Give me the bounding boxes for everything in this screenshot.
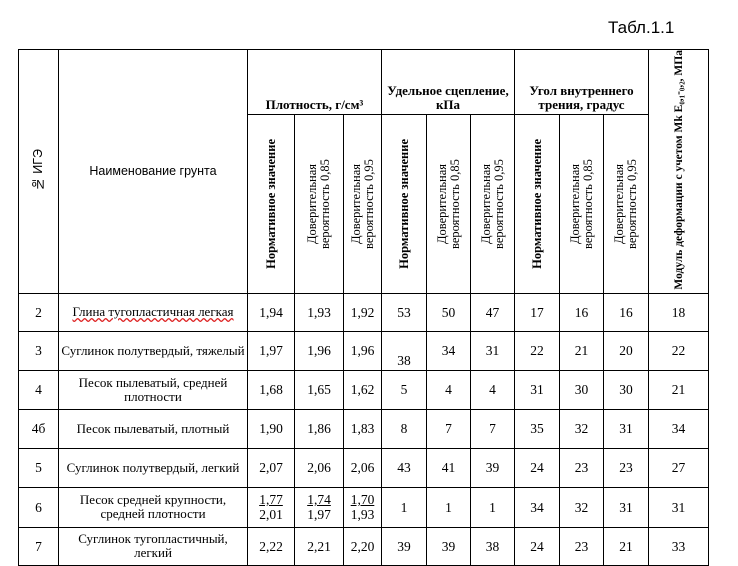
density-conf095-header: Доверительная вероятность 0,95 <box>344 115 382 293</box>
table-row <box>19 487 709 527</box>
cohesion-conf085-header: Доверительная вероятность 0,85 <box>427 115 471 293</box>
density-normative-top: 1,77 <box>259 492 283 508</box>
density-conf085: 2,21 <box>295 527 344 565</box>
cohesion-conf085: 34 <box>427 331 471 370</box>
density-normative: 2,07 <box>248 448 295 487</box>
angle-normative: 22 <box>515 331 560 370</box>
density-conf085: 2,06 <box>295 448 344 487</box>
igeh-number: 2 <box>19 293 59 331</box>
angle-conf085: 30 <box>560 370 604 409</box>
modulus-header: Модуль деформации с учетом Mk E₀,₁-₀,₂, МПа <box>649 50 709 294</box>
soil-properties-table <box>18 49 709 566</box>
cohesion-normative: 39 <box>382 527 427 565</box>
cohesion-conf095: 31 <box>471 331 515 370</box>
table-row <box>19 293 709 331</box>
angle-conf085: 21 <box>560 331 604 370</box>
density-conf085-top: 1,74 <box>307 492 331 508</box>
igeh-number: 4б <box>19 409 59 448</box>
deformation-modulus: 31 <box>649 487 709 527</box>
table-row <box>19 409 709 448</box>
cohesion-conf095: 38 <box>471 527 515 565</box>
density-conf095-top: 1,70 <box>350 492 375 508</box>
deformation-modulus: 33 <box>649 527 709 565</box>
angle-conf085: 32 <box>560 409 604 448</box>
soil-name: Глина тугопластичная легкая <box>59 293 248 331</box>
cohesion-conf085: 7 <box>427 409 471 448</box>
density-conf085 <box>295 487 344 527</box>
density-conf085: 1,86 <box>295 409 344 448</box>
angle-conf095: 21 <box>604 527 649 565</box>
cohesion-conf095: 7 <box>471 409 515 448</box>
igeh-number: 3 <box>19 331 59 370</box>
soil-name: Суглинок полутвердый, легкий <box>59 448 248 487</box>
cohesion-conf095: 39 <box>471 448 515 487</box>
soil-name: Песок средней крупности, средней плотности <box>59 487 248 527</box>
cohesion-conf085: 4 <box>427 370 471 409</box>
density-conf095: 2,20 <box>344 527 382 565</box>
friction-angle-group-header: Угол внутреннего трения, градус <box>515 50 649 115</box>
igeh-number: 4 <box>19 370 59 409</box>
cohesion-conf095-header: Доверительная вероятность 0,95 <box>471 115 515 293</box>
soil-name: Песок пылеватый, плотный <box>59 409 248 448</box>
angle-normative: 24 <box>515 448 560 487</box>
cohesion-conf085: 39 <box>427 527 471 565</box>
density-conf095: 2,06 <box>344 448 382 487</box>
soil-name-header: Наименование грунта <box>59 50 248 294</box>
density-normative: 1,94 <box>248 293 295 331</box>
angle-conf085: 32 <box>560 487 604 527</box>
angle-conf095: 30 <box>604 370 649 409</box>
density-conf085-bottom: 1,97 <box>307 507 331 523</box>
deformation-modulus: 22 <box>649 331 709 370</box>
cohesion-group-header: Удельное сцепление, кПа <box>382 50 515 115</box>
table-row <box>19 370 709 409</box>
angle-normative: 34 <box>515 487 560 527</box>
density-normative <box>248 487 295 527</box>
density-normative-header: Нормативное значение <box>248 115 295 293</box>
cohesion-normative: 1 <box>382 487 427 527</box>
igeh-number: 7 <box>19 527 59 565</box>
cohesion-normative: 43 <box>382 448 427 487</box>
density-normative: 1,90 <box>248 409 295 448</box>
density-conf095-bottom: 1,93 <box>350 507 375 523</box>
density-normative: 1,68 <box>248 370 295 409</box>
density-conf095 <box>344 487 382 527</box>
table-row <box>19 448 709 487</box>
angle-normative: 17 <box>515 293 560 331</box>
angle-conf085: 23 <box>560 448 604 487</box>
angle-normative: 35 <box>515 409 560 448</box>
density-conf085: 1,96 <box>295 331 344 370</box>
angle-normative: 24 <box>515 527 560 565</box>
cohesion-normative: 8 <box>382 409 427 448</box>
cohesion-normative: 5 <box>382 370 427 409</box>
density-conf095: 1,96 <box>344 331 382 370</box>
igeh-number: 5 <box>19 448 59 487</box>
cohesion-conf085: 50 <box>427 293 471 331</box>
cohesion-normative: 53 <box>382 293 427 331</box>
soil-name: Песок пылеватый, средней плотности <box>59 370 248 409</box>
angle-conf085: 16 <box>560 293 604 331</box>
cohesion-normative-header: Нормативное значение <box>382 115 427 293</box>
density-normative-bottom: 2,01 <box>259 507 283 523</box>
deformation-modulus: 18 <box>649 293 709 331</box>
density-conf095: 1,62 <box>344 370 382 409</box>
table-row <box>19 527 709 565</box>
angle-conf095: 31 <box>604 409 649 448</box>
density-normative: 1,97 <box>248 331 295 370</box>
cohesion-conf095: 47 <box>471 293 515 331</box>
cohesion-conf095: 4 <box>471 370 515 409</box>
angle-conf085-header: Доверительная вероятность 0,85 <box>560 115 604 293</box>
igeh-number-header: № ИГЭ <box>19 50 59 294</box>
angle-normative-header: Нормативное значение <box>515 115 560 293</box>
angle-conf095-header: Доверительная вероятность 0,95 <box>604 115 649 293</box>
density-group-header: Плотность, г/см³ <box>248 50 382 115</box>
density-conf095: 1,83 <box>344 409 382 448</box>
angle-normative: 31 <box>515 370 560 409</box>
angle-conf095: 20 <box>604 331 649 370</box>
soil-name: Суглинок тугопластичный, легкий <box>59 527 248 565</box>
angle-conf095: 16 <box>604 293 649 331</box>
angle-conf085: 23 <box>560 527 604 565</box>
density-normative: 2,22 <box>248 527 295 565</box>
deformation-modulus: 27 <box>649 448 709 487</box>
density-conf085: 1,65 <box>295 370 344 409</box>
angle-conf095: 23 <box>604 448 649 487</box>
density-conf085: 1,93 <box>295 293 344 331</box>
density-conf085-header: Доверительная вероятность 0,85 <box>295 115 344 293</box>
cohesion-conf085: 1 <box>427 487 471 527</box>
cohesion-normative: 38 <box>382 331 427 370</box>
table-caption: Табл.1.1 <box>608 18 675 37</box>
angle-conf095: 31 <box>604 487 649 527</box>
density-conf095: 1,92 <box>344 293 382 331</box>
cohesion-conf095: 1 <box>471 487 515 527</box>
cohesion-conf085: 41 <box>427 448 471 487</box>
table-row <box>19 331 709 370</box>
deformation-modulus: 34 <box>649 409 709 448</box>
igeh-number: 6 <box>19 487 59 527</box>
soil-name: Суглинок полутвердый, тяжелый <box>59 331 248 370</box>
deformation-modulus: 21 <box>649 370 709 409</box>
